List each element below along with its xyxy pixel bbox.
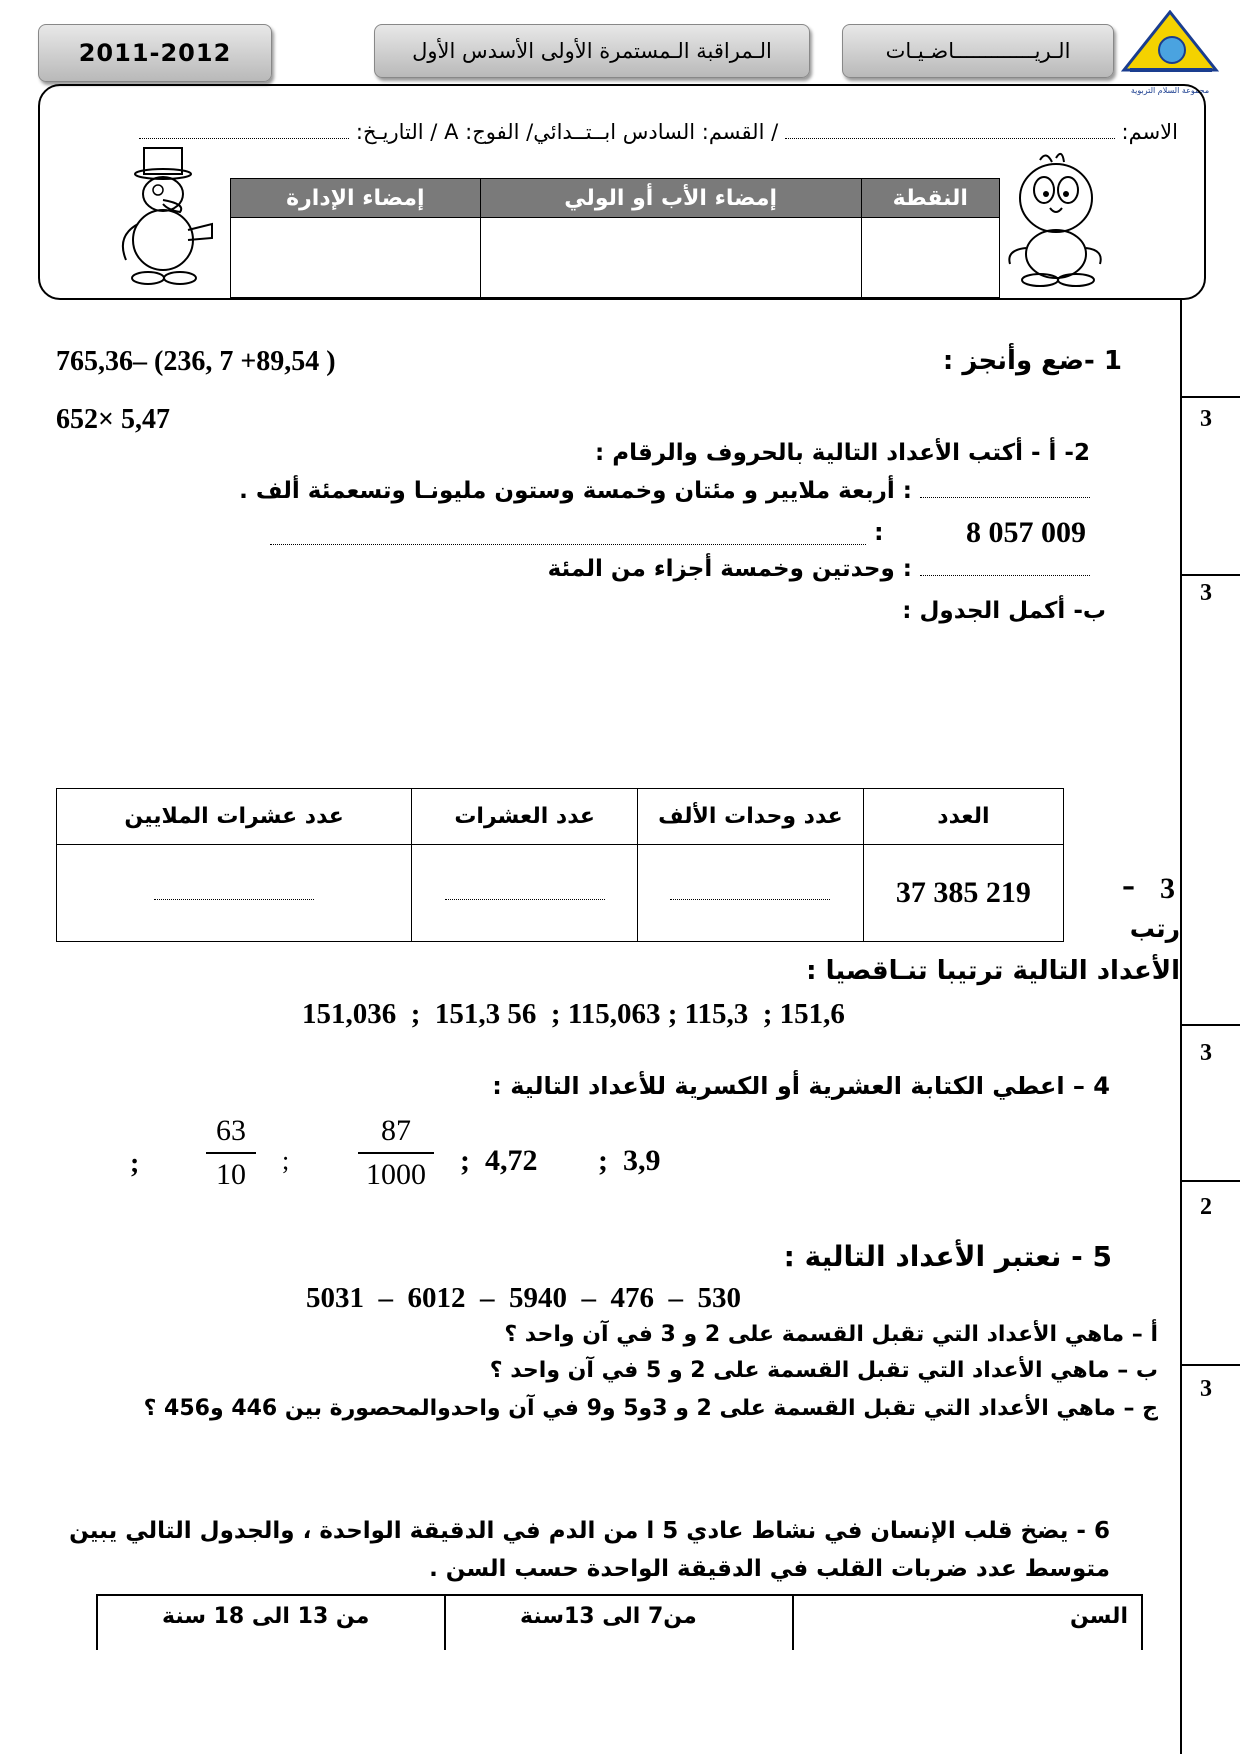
- score-q2: 3: [1200, 580, 1212, 606]
- q2-item-3: [548, 556, 1090, 582]
- q2-answer-ten-millions[interactable]: [57, 845, 412, 942]
- q2-header-tens: عدد العشرات: [412, 789, 638, 845]
- group-value: A: [444, 120, 459, 144]
- q1-title: 1 -ضع وأنجز :: [942, 346, 1122, 376]
- score-q5: 3: [1200, 1376, 1212, 1402]
- q4-value-4-72: ; 4,72: [460, 1144, 538, 1177]
- q5-title: 5 - نعتبر الأعداد التالية :: [783, 1240, 1112, 1273]
- admin-signature-cell[interactable]: [231, 218, 481, 298]
- year-badge: [38, 24, 272, 82]
- q3-label-word: رتب: [1129, 914, 1180, 943]
- q2-answer-tens[interactable]: [412, 845, 638, 942]
- parent-signature-header: إمضاء الأب أو الولي: [480, 179, 861, 218]
- q2-item-2-colon: :: [874, 518, 884, 546]
- q4-value-3-9: ; 3,9: [598, 1144, 661, 1177]
- q4-frac1-den: 10: [216, 1157, 246, 1191]
- q2-header-number: العدد: [863, 789, 1063, 845]
- q6-table-border-1: [96, 1594, 98, 1650]
- admin-signature-header: إمضاء الإدارة: [231, 179, 481, 218]
- date-label: / التاريـخ:: [355, 120, 438, 144]
- q6-table-border-4: [1141, 1594, 1143, 1650]
- q2-header-ten-millions: عدد عشرات الملايين: [57, 789, 412, 845]
- q2-answer-thousands-units[interactable]: [638, 845, 864, 942]
- q4-fraction-87-1000: [358, 1114, 434, 1192]
- score-q4: 2: [1200, 1194, 1212, 1220]
- score-divider-5: [1180, 1364, 1240, 1366]
- q6-table-border-2: [444, 1594, 446, 1650]
- score-margin-line: [1180, 298, 1182, 1754]
- q4-fraction-63-10: [206, 1114, 256, 1192]
- q2-item-1: [239, 478, 1090, 504]
- name-label: الاسم:: [1121, 120, 1178, 144]
- q6-text-line-2: متوسط عدد ضربات القلب في الدقيقة الواحدة حسب السن .: [429, 1556, 1110, 1582]
- score-q1: 3: [1200, 406, 1212, 432]
- q4-frac2-den: 1000: [366, 1157, 426, 1191]
- q6-header-7-13: من7 الى 13سنة: [520, 1604, 697, 1629]
- q5-numbers: 5031 – 6012 – 5940 – 476 – 530: [306, 1282, 741, 1314]
- q4-sep-mid: ;: [282, 1146, 290, 1175]
- score-cell[interactable]: [861, 218, 999, 298]
- q2-title-a: 2- أ - أكتب الأعداد التالية بالحروف والرقام :: [595, 440, 1090, 466]
- q3-dash: –: [1122, 872, 1135, 902]
- q6-header-13-18: من 13 الى 18 سنة: [162, 1604, 370, 1629]
- subject-badge: [842, 24, 1114, 78]
- exam-title-badge: [374, 24, 810, 78]
- score-divider-2: [1180, 574, 1240, 576]
- cartoon-duck-illustration: [108, 144, 218, 296]
- school-logo: [1120, 10, 1220, 95]
- subject-title: الـريـــــــــــــاضـيـات: [885, 39, 1071, 63]
- q2-item-2-answer[interactable]: [270, 522, 866, 545]
- q2-item-3-answer[interactable]: [920, 575, 1090, 576]
- cartoon-bird-illustration: [1000, 150, 1112, 294]
- q6-header-age: السن: [1070, 1604, 1128, 1629]
- class-label: / القسم: السادس ابــتــدائي/ الفوج:: [465, 120, 779, 144]
- score-q3: 3: [1200, 1040, 1212, 1066]
- q5-question-b: ب – ماهي الأعداد التي تقبل القسمة على 2 و 5 في آن واحد ؟: [489, 1358, 1158, 1383]
- score-header: النقطة: [861, 179, 999, 218]
- q2-place-value-table: [56, 788, 1064, 942]
- year-text: 2011-2012: [78, 39, 232, 67]
- q2-item-1-text: : أربعة ملايير و مئتان وخمسة وستون مليونـا وتسعمئة ألف .: [239, 478, 912, 504]
- q5-question-c: ج – ماهي الأعداد التي تقبل القسمة على 2 و 3و5 و9 في آن واحدوالمحصورة بين 446 و456 ؟: [143, 1396, 1158, 1421]
- q2-number-value: 37 385 219: [863, 845, 1063, 942]
- q6-table-top-border: [96, 1594, 1142, 1596]
- exam-title: الـمراقبة الـمستمرة الأولى الأسدس الأول: [412, 39, 772, 63]
- grade-signature-table: [230, 178, 1000, 298]
- q3-number-label: 3: [1160, 872, 1175, 905]
- q2-item-1-answer[interactable]: [920, 497, 1090, 498]
- score-divider-4: [1180, 1180, 1240, 1182]
- q4-frac2-num: 87: [381, 1114, 411, 1147]
- q6-table-border-3: [792, 1594, 794, 1650]
- q1-expression-2: 652× 5,47: [56, 404, 170, 435]
- q3-title: الأعداد التالية ترتيبا تنـاقصيا :: [806, 956, 1180, 986]
- q2-title-b: ب- أكمل الجدول :: [902, 598, 1106, 624]
- q2-item-3-text: : وحدتين وخمسة أجزاء من المئة: [547, 556, 912, 582]
- q1-expression-1: 765,36– (236, 7 +89,54 ): [56, 346, 336, 377]
- q4-sep-left: ;: [130, 1148, 140, 1179]
- score-divider-3: [1180, 1024, 1240, 1026]
- q4-frac1-num: 63: [216, 1114, 246, 1147]
- q5-question-a: أ – ماهي الأعداد التي تقبل القسمة على 2 و 3 في آن واحد ؟: [504, 1322, 1158, 1347]
- name-field[interactable]: [785, 138, 1115, 139]
- q2-header-thousands-units: عدد وحدات الألف: [638, 789, 864, 845]
- q2-item-2-number: 8 057 009: [966, 516, 1086, 549]
- q6-text-line-1: 6 - يضخ قلب الإنسان في نشاط عادي 5 l من الدم في الدقيقة الواحدة ، والجدول التالي يبين: [69, 1518, 1110, 1544]
- date-field[interactable]: [139, 138, 349, 139]
- student-info-line: [139, 120, 1178, 144]
- score-divider-1: [1180, 396, 1240, 398]
- q3-numbers: 151,036 ; 151,3 56 ; 115,063 ; 115,3 ; 151,6: [302, 998, 845, 1030]
- parent-signature-cell[interactable]: [480, 218, 861, 298]
- logo-caption: مجموعة السلام التربوية: [1130, 86, 1210, 95]
- q4-title: 4 – اعطي الكتابة العشرية أو الكسرية للأعداد التالية :: [492, 1072, 1110, 1100]
